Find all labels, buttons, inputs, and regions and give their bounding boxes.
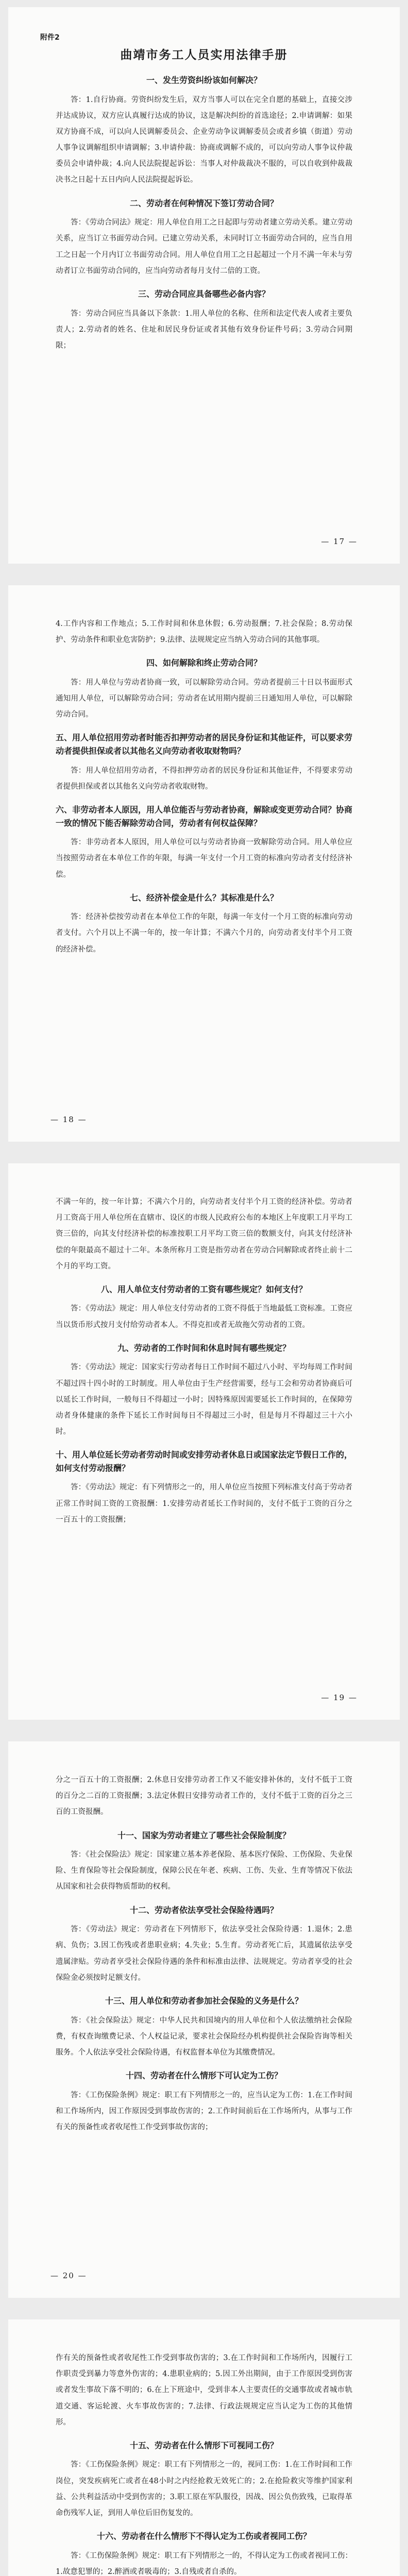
section-heading: 十一、国家为劳动者建立了哪些社会保险制度？ [117,1830,291,1840]
paragraph: 答：《劳动法》规定：劳动者在下列情形下，依法享受社会保险待遇：1.退休；2.患病、负伤；3.因工伤残或者患职业病；4.失业；5.生育。劳动者死亡后，其遗属依法享受遗属津贴。劳动者享受社会保险待遇的条件和标准由法律、法规规定。劳动者享受的社会保险金必须按时足额支付。 [56,1925,352,1982]
paragraph: 答：《社会保险法》规定：中华人民共和国境内的用人单位和个人依法缴纳社会保险费，有权查询缴费记录、个人权益记录，要求社会保险经办机构提供社会保险咨询等相关服务。个人依法享受社会保险待遇，有权监督本单位为其缴费情况。 [56,2016,352,2057]
section-heading: 十、用人单位延长劳动者劳动时间或安排劳动者休息日或国家法定节假日工作的，如何支付劳动报酬？ [56,1450,353,1473]
section-heading: 九、劳动者的工作时间和休息时间有哪些规定？ [117,1343,291,1353]
paragraph: 答：《工伤保险条例》规定：职工有下列情形之一的，视同工伤：1.在工作时间和工作岗位，突发疾病死亡或者在48小时之内经抢救无效死亡的；2.在抢险救灾等维护国家利益、公共利益活动中受到伤害的；3.职工原在军队服役，因战、因公负伤致残，已取得革命伤残军人证，到用人单位后旧伤复发的。 [56,2461,352,2517]
paragraph: 答：《劳动法》规定：国家实行劳动者每日工作时间不超过八小时、平均每周工作时间不超过四十四小时的工时制度。用人单位由于生产经营需要，经与工会和劳动者协商后可以延长工作时间，一般每日不得超过一小时；因特殊原因需要延长工作时间的，在保障劳动者身体健康的条件下延长工作时间每日不得超过三小时，但是每月不得超过三十六小时。 [56,1363,352,1436]
section-heading: 八、用人单位支付劳动者的工资有哪些规定？如何支付？ [100,1284,307,1294]
section-heading: 十六、劳动者在什么情形下不得认定为工伤或者视同工伤？ [96,2531,311,2541]
paragraph: 不满一年的，按一年计算；不满六个月的，向劳动者支付半个月工资的经济补偿。劳动者月工资高于用人单位所在直辖市、设区的市级人民政府公布的本地区上年度职工月平均工资三倍的，向其支付经济补偿的标准按职工月平均工资三倍的数额支付，向其支付经济补偿的年限最高不超过十二年。本条所称月工资是指劳动者在劳动合同解除或者终止前十二个月的平均工资。 [56,1198,352,1270]
document-page [8,7,400,564]
document-title: 曲靖市务工人员实用法律手册 [120,48,288,62]
section-heading: 十三、用人单位和劳动者参加社会保险的义务是什么？ [105,1995,303,2006]
paragraph: 答：用人单位与劳动者协商一致，可以解除劳动合同。劳动者提前三十日以书面形式通知用人单位，可以解除劳动合同；劳动者在试用期内提前三日通知用人单位，可以解除劳动合同。 [56,678,352,719]
section-heading: 十二、劳动者依法享受社会保险待遇吗？ [129,1905,278,1915]
document-page [8,2319,400,2576]
page-number: — 18 — [50,1115,87,1124]
section-heading: 四、如何解除和终止劳动合同？ [146,658,262,668]
section-heading: 五、用人单位招用劳动者时能否扣押劳动者的居民身份证和其他证件，可以要求劳动者提供担保或者以其他名义向劳动者收取财物吗？ [56,733,353,756]
paragraph: 答：《劳动法》规定：用人单位支付劳动者的工资不得低于当地最低工资标准。工资应当以货币形式按月支付给劳动者本人。不得克扣或者无故拖欠劳动者的工资。 [56,1304,352,1329]
section-heading: 一、发生劳资纠纷该如何解决？ [146,75,262,85]
section-heading: 十五、劳动者在什么情形下可视同工伤？ [129,2440,278,2450]
section-heading: 十四、劳动者在什么情形下可认定为工伤？ [125,2071,282,2081]
paragraph: 4.工作内容和工作地点；5.工作时间和休息休假；6.劳动报酬；7.社会保险；8.劳动保护、劳动条件和职业危害防护；9.法律、法规规定应当纳入劳动合同的其他事项。 [56,620,352,645]
paragraph: 作有关的预备性或者收尾性工作受到事故伤害的；3.在工作时间和工作场所内，因履行工作职责受到暴力等意外伤害的；4.患职业病的；5.因工外出期间，由于工作原因受到伤害或者发生事故下落不明的；6.在上下班途中，受到非本人主要责任的交通事故或者城市轨道交通、客运轮渡、火车事故伤害的；7.法律、行政法规规定应当认定为工伤的其他情形。 [56,2354,352,2427]
paragraph: 答：1.自行协商。劳资纠纷发生后，双方当事人可以在完全自愿的基础上，直接交涉并达成协议，双方应认真履行达成的协议，这是解决纠纷的首选途径；2.申请调解：如果双方协商不成，可以向人民调解委员会、企业劳动争议调解委员会或者乡镇（街道）劳动人事争议调解组织申请调解；3.申请仲裁：协商或调解不成的，可以向劳动人事争议仲裁委员会申请仲裁；4.向人民法院提起诉讼：当事人对仲裁裁决不服的，可以自收到仲裁裁决书之日起十五日内向人民法院提起诉讼。 [56,95,352,184]
paragraph: 答：经济补偿按劳动者在本单位工作的年限，每满一年支付一个月工资的标准向劳动者支付。六个月以上不满一年的，按一年计算；不满六个月的，向劳动者支付半个月工资的经济补偿。 [56,913,352,954]
paragraph: 答：《社会保险法》规定：国家建立基本养老保险、基本医疗保险、工伤保险、失业保险、生育保险等社会保险制度，保障公民在年老、疾病、工伤、失业、生育等情况下依法从国家和社会获得物质帮助的权利。 [56,1851,352,1891]
document-page [8,585,400,1142]
paragraph: 答：《工伤保险条例》规定：职工有下列情形之一的，应当认定为工伤：1.在工作时间和工作场所内，因工作原因受到事故伤害的；2.工作时间前后在工作场所内，从事与工作有关的预备性或者收尾性工作受到事故伤害的； [56,2091,352,2131]
section-heading: 三、劳动合同应具备哪些必备内容？ [138,289,270,299]
page-number: — 19 — [321,1693,358,1702]
document-page [8,1163,400,1720]
paragraph: 答：《工伤保险条例》规定：职工有下列情形之一的，不得认定为工伤或者视同工伤：1.故意犯罪的；2.醉酒或者吸毒的；3.自残或者自杀的。 [56,2551,352,2576]
section-heading: 二、劳动者在何种情况下签订劳动合同？ [129,198,278,208]
paragraph: 答：劳动合同应当具备以下条款：1.用人单位的名称、住所和法定代表人或者主要负责人；2.劳动者的姓名、住址和居民身份证或者其他有效身份证件号码；3.劳动合同期限； [56,309,352,350]
page-number: — 20 — [50,2271,87,2280]
paragraph: 分之一百五十的工资报酬；2.休息日安排劳动者工作又不能安排补休的，支付不低于工资的百分之二百的工资报酬；3.法定休假日安排劳动者工作的，支付不低于工资的百分之三百的工资报酬。 [56,1776,352,1817]
section-heading: 六、非劳动者本人原因，用人单位能否与劳动者协商，解除或变更劳动合同？协商一致的情况下能否解除劳动合同，劳动者有何权益保障？ [56,804,353,828]
paragraph: 答：《劳动法》规定：有下列情形之一的，用人单位应当按照下列标准支付高于劳动者正常工作时间工资的工资报酬：1.安排劳动者延长工作时间的，支付不低于工资的百分之一百五十的工资报酬； [56,1483,352,1524]
section-heading: 七、经济补偿金是什么？其标准是什么？ [129,892,278,903]
annex-label: 附件2 [40,33,60,42]
document-page [8,1741,400,2298]
paragraph: 答：非劳动者本人原因，用人单位可以与劳动者协商一致解除劳动合同。用人单位应当按照劳动者在本单位工作的年限，每满一年支付一个月工资的标准向劳动者支付经济补偿。 [56,838,352,879]
paragraph: 答：用人单位招用劳动者，不得扣押劳动者的居民身份证和其他证件，不得要求劳动者提供担保或者以其他名义向劳动者收取财物。 [56,766,352,791]
page-number: — 17 — [321,537,358,546]
paragraph: 答：《劳动合同法》规定：用人单位自用工之日起即与劳动者建立劳动关系。建立劳动关系，应当订立书面劳动合同。已建立劳动关系，未同时订立书面劳动合同的，应当自用工之日起一个月内订立书面劳动合同。用人单位自用工之日起超过一个月不满一年未与劳动者订立书面劳动合同的，应当向劳动者每月支付二倍的工资。 [56,218,352,275]
